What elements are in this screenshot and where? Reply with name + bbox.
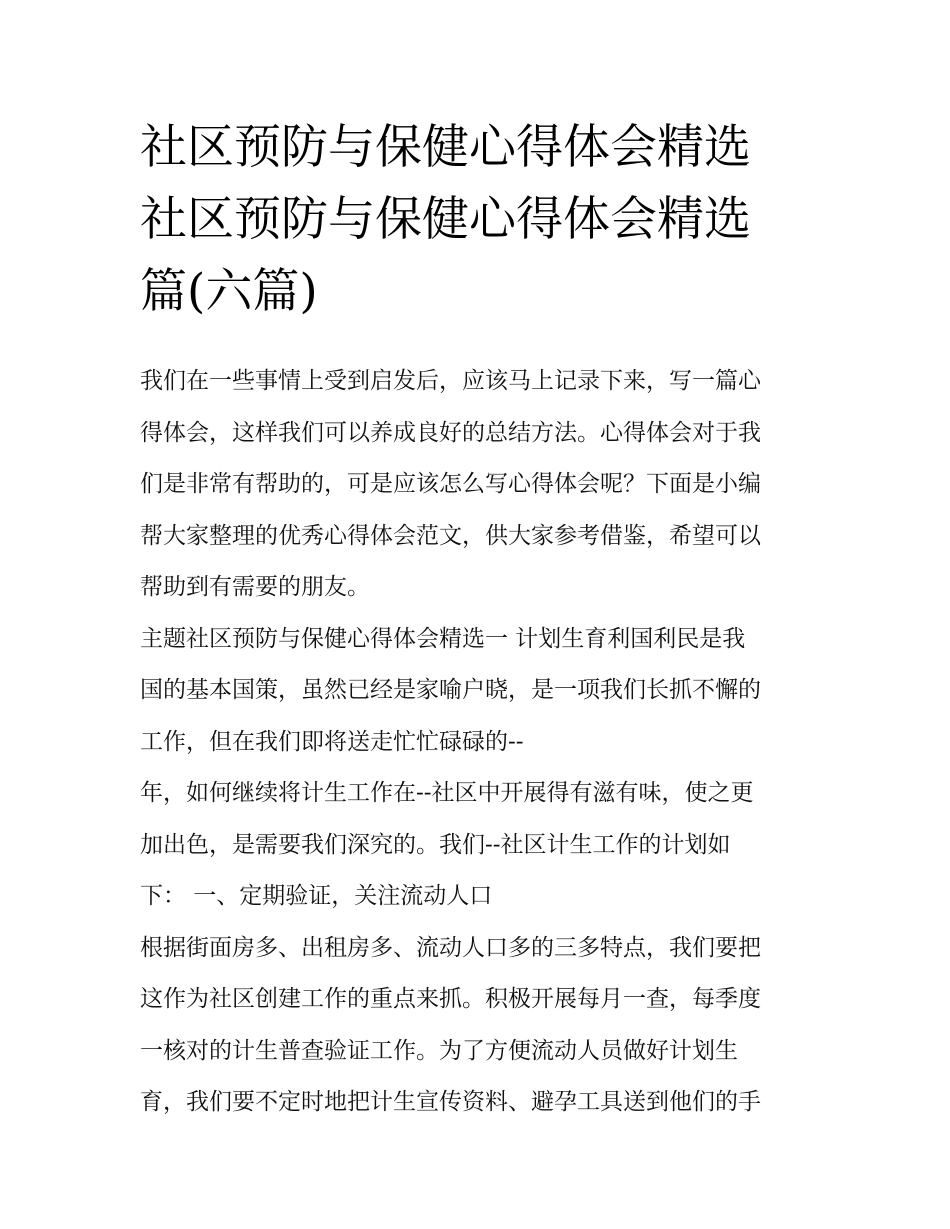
body-line: 下： 一、定期验证，关注流动人口	[140, 883, 493, 909]
document-title	[140, 112, 820, 328]
body-line: 年，如何继续将计生工作在--社区中开展得有滋有味，使之更	[140, 780, 754, 806]
body-line: 主题社区预防与保健心得体会精选一 计划生育利国利民是我	[140, 625, 746, 652]
body-line: 育，我们要不定时地把计生宣传资料、避孕工具送到他们的手	[140, 1089, 761, 1115]
body-line: 帮助到有需要的朋友。	[140, 574, 370, 600]
title-line: 社区预防与保健心得体会精选	[140, 192, 751, 247]
body-line: 这作为社区创建工作的重点来抓。积极开展每月一查，每季度	[140, 986, 761, 1012]
body-line: 们是非常有帮助的，可是应该怎么写心得体会呢？下面是小编	[140, 471, 761, 497]
body-line: 加出色，是需要我们深究的。我们--社区计生工作的计划如	[140, 831, 731, 858]
title-line: 篇(六篇)	[140, 264, 318, 319]
body-line: 帮大家整理的优秀心得体会范文，供大家参考借鉴，希望可以	[140, 522, 761, 549]
document-body	[140, 356, 830, 1129]
body-line: 工作，但在我们即将送走忙忙碌碌的--	[140, 728, 524, 755]
body-line: 一核对的计生普查验证工作。为了方便流动人员做好计划生	[140, 1037, 738, 1064]
body-line: 根据街面房多、出租房多、流动人口多的三多特点，我们要把	[140, 934, 761, 961]
body-line: 我们在一些事情上受到启发后，应该马上记录下来，写一篇心	[140, 368, 761, 394]
title-line: 社区预防与保健心得体会精选	[140, 120, 751, 175]
body-line: 得体会，这样我们可以养成良好的总结方法。心得体会对于我	[140, 419, 761, 446]
body-line: 国的基本国策，虽然已经是家喻户晓，是一项我们长抓不懈的	[140, 677, 761, 703]
